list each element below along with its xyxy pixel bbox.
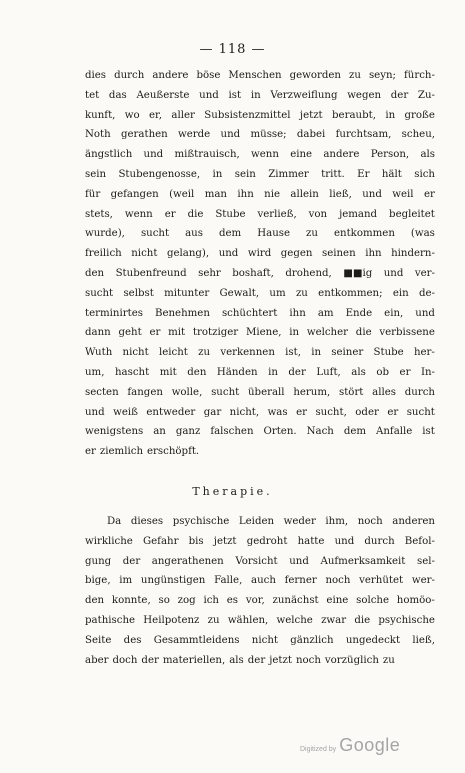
digitized-by-text: Digitized by — [300, 746, 337, 753]
text-line: Wuth nicht leicht zu verkennen ist, in seiner Stube her- — [85, 347, 435, 359]
page-number: — 118 — — [199, 42, 266, 57]
text-line: dies durch andere böse Menschen geworden zu seyn; fürch- — [85, 70, 435, 81]
text-line: bige, im ungünstigen Falle, auch ferner noch verhütet wer- — [85, 575, 435, 587]
text-line: Noth gerathen werde und müsse; dabei furchtsam, scheu, — [85, 129, 435, 141]
text-line: wenigstens an ganz falschen Orten. Nach dem Anfalle ist — [85, 426, 435, 438]
digitization-watermark — [300, 735, 400, 756]
text-line: den konnte, so zog ich es vor, zunächst eine solche homöo- — [85, 595, 435, 607]
text-line: um, hascht mit den Händen in der Luft, als ob er In- — [85, 366, 435, 378]
text-line: pathische Heilpotenz zu wählen, welche zwar die psychische — [85, 614, 435, 626]
google-logo-text: Google — [339, 735, 401, 755]
text-line: und weiß entweder gar nicht, was er sucht, oder er sucht — [85, 406, 435, 418]
text-line: aber doch der materiellen, als der jetzt noch vorzüglich zu — [85, 654, 395, 666]
paragraph-2 — [85, 512, 435, 670]
section-heading: Therapie. — [192, 485, 273, 498]
text-line: tet das Aeußerste und ist in Verzweiflung wegen der Zu- — [85, 89, 435, 101]
text-line: ängstlich und mißtrauisch, wenn eine andere Person, als — [85, 149, 435, 161]
text-line: secten fangen wolle, sucht überall herum, stört alles durch — [85, 386, 435, 398]
text-line: dann geht er mit trotziger Miene, in welcher die verbissene — [85, 327, 435, 339]
text-line: den Stubenfreund sehr boshaft, drohend, ■■ig und ver- — [85, 267, 435, 279]
text-line: kunft, wo er, aller Subsistenzmittel jetzt beraubt, in große — [85, 109, 435, 121]
text-line: sucht selbst mitunter Gewalt, um zu entkommen; ein de- — [85, 287, 435, 299]
text-line: gung der angerathenen Vorsicht und Aufmerksamkeit sel- — [85, 555, 435, 567]
text-line: stets, wenn er die Stube verließ, von jemand begleitet — [85, 208, 435, 220]
text-line: Seite des Gesammtleidens nicht gänzlich ungedeckt ließ, — [85, 634, 435, 646]
text-line: für gefangen (weil man ihn nie allein ließ, und weil er — [85, 188, 435, 200]
text-line: wirkliche Gefahr bis jetzt gedroht hatte und durch Befol- — [85, 535, 435, 547]
text-line: Da dieses psychische Leiden weder ihm, noch anderen — [107, 516, 435, 527]
text-line: wurde), sucht aus dem Hause zu entkommen (was — [85, 228, 435, 240]
text-line: er ziemlich erschöpft. — [85, 446, 200, 458]
text-line: freilich nicht gelang), und wird gegen seinen ihn hindern- — [85, 248, 435, 260]
text-line: sein Stubengenosse, in sein Zimmer tritt. Er hält sich — [85, 168, 435, 180]
text-line: terminirtes Benehmen schüchtert ihn am Ende ein, und — [85, 307, 435, 319]
paragraph-1 — [85, 66, 435, 462]
